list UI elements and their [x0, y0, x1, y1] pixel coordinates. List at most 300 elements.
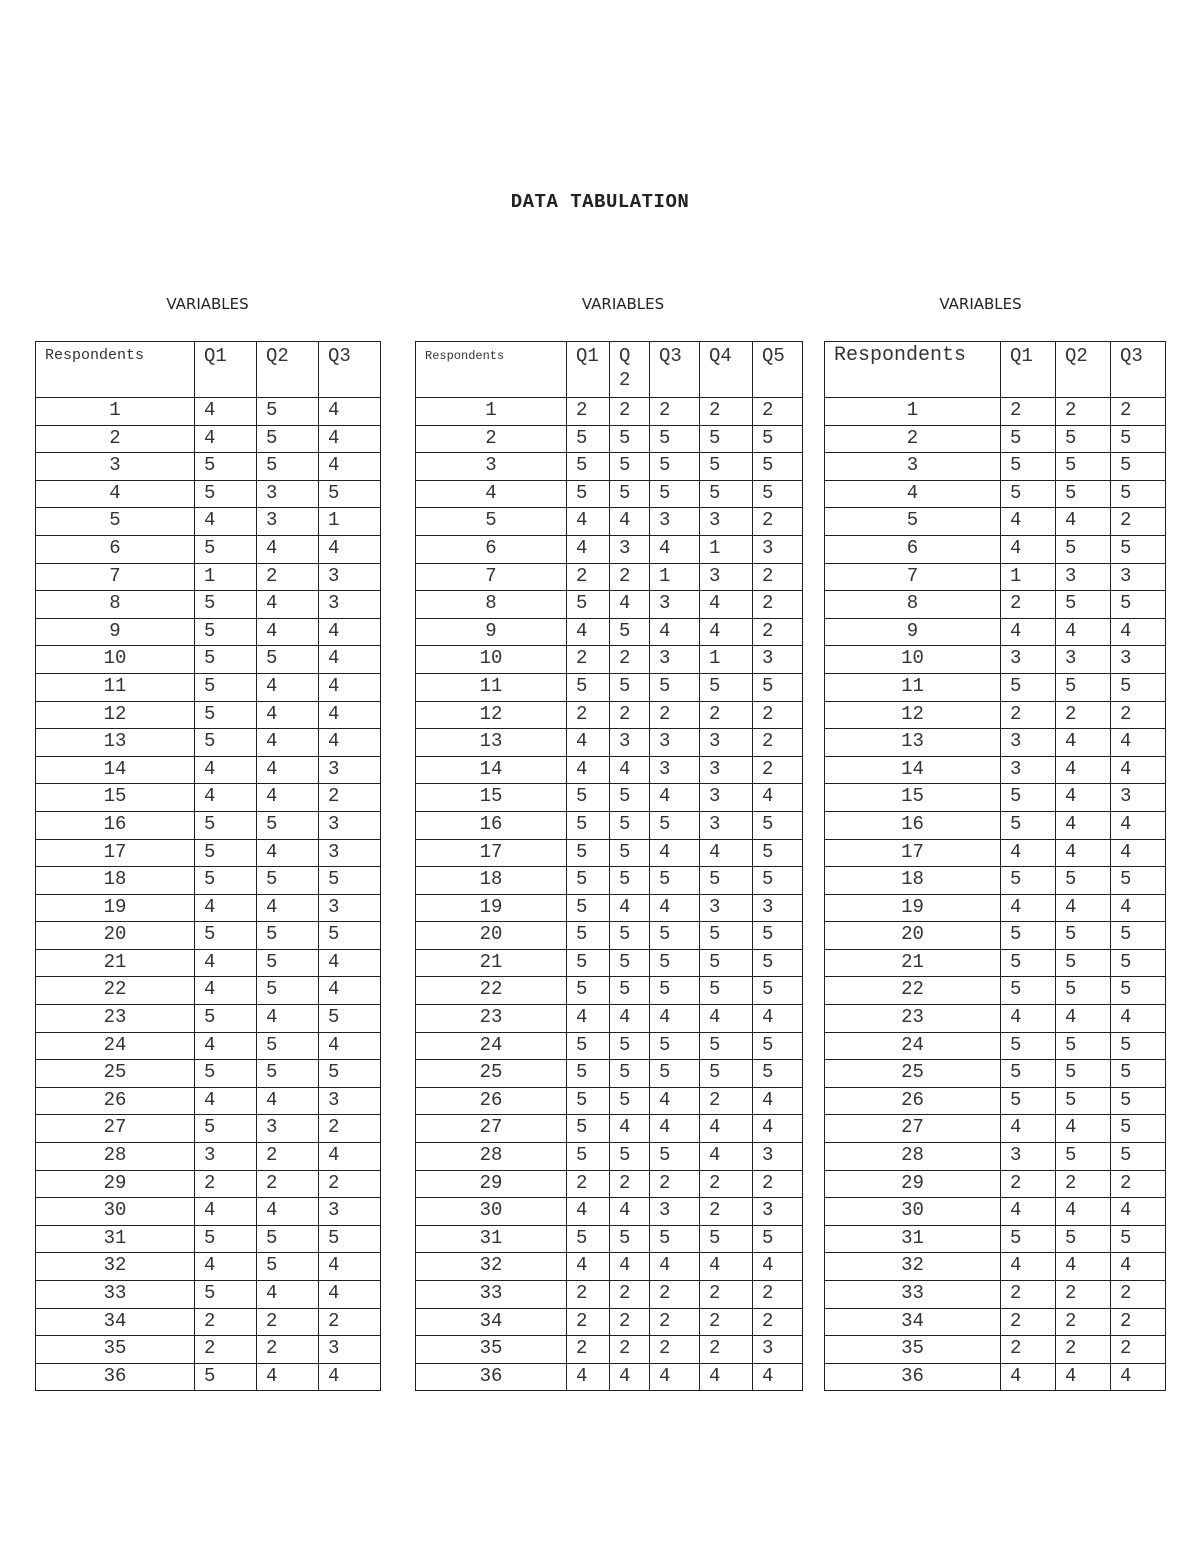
- table-row: [36, 1336, 381, 1364]
- score-cell: 5: [257, 425, 319, 453]
- score-cell: 1: [700, 535, 753, 563]
- score-cell: 3: [195, 1143, 257, 1171]
- score-cell: 4: [610, 1198, 650, 1226]
- score-cell: 5: [753, 1032, 803, 1060]
- score-cell: 5: [567, 1115, 610, 1143]
- table-row: [36, 1032, 381, 1060]
- score-cell: 2: [1001, 1281, 1056, 1309]
- score-cell: 4: [1111, 811, 1166, 839]
- table-row: [36, 1225, 381, 1253]
- respondent-cell: 13: [36, 729, 195, 757]
- respondent-cell: 35: [416, 1336, 567, 1364]
- score-cell: 2: [567, 701, 610, 729]
- score-cell: 5: [195, 535, 257, 563]
- respondent-cell: 27: [36, 1115, 195, 1143]
- table-row: [416, 591, 803, 619]
- score-cell: 5: [753, 977, 803, 1005]
- table-body: [36, 398, 381, 1391]
- respondent-cell: 34: [36, 1308, 195, 1336]
- respondent-cell: 18: [36, 867, 195, 895]
- score-cell: 5: [257, 453, 319, 481]
- respondent-cell: 10: [36, 646, 195, 674]
- score-cell: 5: [650, 1225, 700, 1253]
- score-cell: 4: [257, 756, 319, 784]
- score-cell: 2: [567, 646, 610, 674]
- respondent-cell: 16: [416, 811, 567, 839]
- score-cell: 4: [753, 1253, 803, 1281]
- table-row: [36, 922, 381, 950]
- score-cell: 3: [319, 756, 381, 784]
- score-cell: 4: [257, 839, 319, 867]
- score-cell: 5: [257, 1060, 319, 1088]
- respondent-cell: 12: [416, 701, 567, 729]
- score-cell: 5: [1056, 977, 1111, 1005]
- respondent-cell: 11: [416, 673, 567, 701]
- table-row: [825, 1060, 1166, 1088]
- score-cell: 5: [195, 811, 257, 839]
- score-cell: 2: [257, 563, 319, 591]
- score-cell: 3: [257, 508, 319, 536]
- score-cell: 2: [753, 701, 803, 729]
- score-cell: 5: [700, 480, 753, 508]
- respondent-cell: 8: [825, 591, 1001, 619]
- score-cell: 5: [650, 867, 700, 895]
- table-row: [825, 1170, 1166, 1198]
- score-cell: 4: [319, 398, 381, 426]
- score-cell: 5: [1001, 867, 1056, 895]
- table-row: [36, 563, 381, 591]
- table-row: [825, 1087, 1166, 1115]
- score-cell: 3: [650, 729, 700, 757]
- table-row: [416, 1143, 803, 1171]
- column-header-q5: Q5: [753, 342, 803, 398]
- score-cell: 5: [610, 811, 650, 839]
- respondent-cell: 20: [825, 922, 1001, 950]
- page-title: DATA TABULATION: [510, 191, 690, 213]
- table-row: [416, 1336, 803, 1364]
- score-cell: 4: [1056, 508, 1111, 536]
- table-row: [416, 701, 803, 729]
- score-cell: 2: [1001, 1170, 1056, 1198]
- score-cell: 3: [319, 563, 381, 591]
- score-cell: 2: [753, 756, 803, 784]
- score-cell: 5: [610, 977, 650, 1005]
- score-cell: 5: [1111, 1225, 1166, 1253]
- respondent-cell: 22: [36, 977, 195, 1005]
- table-row: [825, 839, 1166, 867]
- respondent-cell: 30: [825, 1198, 1001, 1226]
- score-cell: 2: [650, 1281, 700, 1309]
- respondent-cell: 21: [825, 949, 1001, 977]
- score-cell: 2: [1111, 1308, 1166, 1336]
- column-header-q3: Q3: [319, 342, 381, 398]
- respondent-cell: 19: [416, 894, 567, 922]
- score-cell: 3: [700, 756, 753, 784]
- score-cell: 5: [610, 949, 650, 977]
- respondent-cell: 14: [416, 756, 567, 784]
- respondent-cell: 15: [825, 784, 1001, 812]
- score-cell: 4: [610, 1253, 650, 1281]
- score-cell: 4: [1001, 1005, 1056, 1033]
- score-cell: 1: [1001, 563, 1056, 591]
- score-cell: 4: [1111, 1363, 1166, 1391]
- score-cell: 2: [610, 646, 650, 674]
- score-cell: 4: [567, 729, 610, 757]
- score-cell: 4: [700, 1005, 753, 1033]
- respondent-cell: 4: [825, 480, 1001, 508]
- score-cell: 5: [1056, 425, 1111, 453]
- score-cell: 5: [700, 1225, 753, 1253]
- score-cell: 2: [319, 1308, 381, 1336]
- score-cell: 2: [753, 1308, 803, 1336]
- score-cell: 4: [257, 1198, 319, 1226]
- score-cell: 4: [257, 894, 319, 922]
- respondent-cell: 10: [416, 646, 567, 674]
- table-row: [36, 646, 381, 674]
- score-cell: 2: [1111, 508, 1166, 536]
- column-header-q1: Q1: [195, 342, 257, 398]
- respondent-cell: 23: [416, 1005, 567, 1033]
- score-cell: 5: [1001, 673, 1056, 701]
- score-cell: 2: [700, 1308, 753, 1336]
- score-cell: 4: [1056, 1005, 1111, 1033]
- table-row: [36, 1115, 381, 1143]
- score-cell: 5: [1111, 1115, 1166, 1143]
- respondent-cell: 14: [36, 756, 195, 784]
- score-cell: 4: [195, 784, 257, 812]
- score-cell: 2: [700, 1087, 753, 1115]
- score-cell: 5: [567, 922, 610, 950]
- score-cell: 5: [1111, 1060, 1166, 1088]
- score-cell: 4: [610, 894, 650, 922]
- score-cell: 5: [195, 646, 257, 674]
- score-cell: 5: [610, 1087, 650, 1115]
- score-cell: 5: [650, 1032, 700, 1060]
- table-row: [36, 1363, 381, 1391]
- score-cell: 2: [319, 1170, 381, 1198]
- score-cell: 5: [1056, 1143, 1111, 1171]
- score-cell: 4: [195, 508, 257, 536]
- score-cell: 5: [650, 1060, 700, 1088]
- score-cell: 4: [567, 535, 610, 563]
- score-cell: 4: [257, 618, 319, 646]
- table-row: [36, 508, 381, 536]
- respondent-cell: 32: [416, 1253, 567, 1281]
- table-row: [416, 729, 803, 757]
- respondent-cell: 10: [825, 646, 1001, 674]
- score-cell: 3: [753, 1198, 803, 1226]
- respondent-cell: 25: [36, 1060, 195, 1088]
- respondent-cell: 18: [416, 867, 567, 895]
- table-row: [36, 1143, 381, 1171]
- score-cell: 5: [1056, 1087, 1111, 1115]
- score-cell: 4: [1056, 618, 1111, 646]
- score-cell: 1: [650, 563, 700, 591]
- respondent-cell: 3: [825, 453, 1001, 481]
- respondent-cell: 15: [36, 784, 195, 812]
- score-cell: 4: [610, 756, 650, 784]
- table-row: [416, 646, 803, 674]
- respondent-cell: 11: [36, 673, 195, 701]
- score-cell: 3: [1111, 563, 1166, 591]
- table-header: [825, 342, 1166, 398]
- respondent-cell: 7: [416, 563, 567, 591]
- score-cell: 5: [567, 1087, 610, 1115]
- data-table-1: [35, 341, 381, 1391]
- respondent-cell: 34: [825, 1308, 1001, 1336]
- column-header-q3: Q3: [650, 342, 700, 398]
- score-cell: 5: [567, 1060, 610, 1088]
- score-cell: 2: [319, 784, 381, 812]
- score-cell: 5: [257, 1032, 319, 1060]
- score-cell: 5: [257, 977, 319, 1005]
- column-header-respondents: Respondents: [825, 342, 1001, 398]
- score-cell: 5: [195, 839, 257, 867]
- score-cell: 4: [319, 1143, 381, 1171]
- score-cell: 3: [1001, 729, 1056, 757]
- score-cell: 5: [567, 949, 610, 977]
- score-cell: 5: [610, 1225, 650, 1253]
- score-cell: 3: [700, 563, 753, 591]
- score-cell: 4: [567, 618, 610, 646]
- score-cell: 3: [650, 591, 700, 619]
- table-row: [825, 867, 1166, 895]
- score-cell: 5: [610, 453, 650, 481]
- column-header-q1: Q1: [1001, 342, 1056, 398]
- score-cell: 5: [1001, 1060, 1056, 1088]
- score-cell: 4: [195, 1253, 257, 1281]
- score-cell: 2: [567, 1336, 610, 1364]
- respondent-cell: 2: [416, 425, 567, 453]
- table-row: [825, 701, 1166, 729]
- table-row: [825, 949, 1166, 977]
- score-cell: 5: [1001, 922, 1056, 950]
- score-cell: 2: [753, 618, 803, 646]
- score-cell: 1: [195, 563, 257, 591]
- table-row: [416, 618, 803, 646]
- table-row: [36, 756, 381, 784]
- score-cell: 2: [650, 1308, 700, 1336]
- score-cell: 4: [1056, 1253, 1111, 1281]
- table-row: [825, 480, 1166, 508]
- score-cell: 4: [195, 425, 257, 453]
- score-cell: 5: [753, 949, 803, 977]
- respondent-cell: 35: [36, 1336, 195, 1364]
- respondent-cell: 13: [825, 729, 1001, 757]
- score-cell: 2: [319, 1115, 381, 1143]
- score-cell: 3: [1111, 784, 1166, 812]
- score-cell: 4: [257, 701, 319, 729]
- score-cell: 4: [1111, 1198, 1166, 1226]
- table-row: [416, 1253, 803, 1281]
- table-row: [825, 1115, 1166, 1143]
- score-cell: 2: [1111, 398, 1166, 426]
- table-row: [36, 839, 381, 867]
- table-row: [825, 729, 1166, 757]
- respondent-cell: 20: [36, 922, 195, 950]
- score-cell: 4: [567, 1005, 610, 1033]
- score-cell: 3: [1111, 646, 1166, 674]
- respondent-cell: 19: [825, 894, 1001, 922]
- score-cell: 5: [195, 591, 257, 619]
- table-row: [416, 453, 803, 481]
- respondent-cell: 27: [825, 1115, 1001, 1143]
- score-cell: 5: [700, 922, 753, 950]
- score-cell: 4: [319, 1253, 381, 1281]
- score-cell: 3: [700, 784, 753, 812]
- table-row: [416, 1363, 803, 1391]
- table-row: [416, 1225, 803, 1253]
- score-cell: 5: [1056, 922, 1111, 950]
- score-cell: 2: [1001, 398, 1056, 426]
- score-cell: 4: [195, 1032, 257, 1060]
- respondent-cell: 17: [36, 839, 195, 867]
- score-cell: 2: [610, 1281, 650, 1309]
- respondent-cell: 24: [416, 1032, 567, 1060]
- table-row: [36, 673, 381, 701]
- variables-label: VARIABLES: [939, 295, 1022, 313]
- score-cell: 4: [753, 1005, 803, 1033]
- respondent-cell: 31: [416, 1225, 567, 1253]
- score-cell: 4: [753, 1087, 803, 1115]
- score-cell: 5: [319, 1225, 381, 1253]
- respondent-cell: 21: [416, 949, 567, 977]
- score-cell: 4: [319, 535, 381, 563]
- score-cell: 4: [1001, 618, 1056, 646]
- score-cell: 3: [700, 508, 753, 536]
- respondent-cell: 5: [825, 508, 1001, 536]
- data-table-2: [415, 341, 803, 1391]
- respondent-cell: 1: [825, 398, 1001, 426]
- table-row: [825, 1198, 1166, 1226]
- respondent-cell: 9: [825, 618, 1001, 646]
- score-cell: 2: [1056, 1281, 1111, 1309]
- score-cell: 3: [319, 1198, 381, 1226]
- score-cell: 4: [567, 1253, 610, 1281]
- score-cell: 5: [567, 867, 610, 895]
- score-cell: 5: [319, 867, 381, 895]
- table-row: [416, 673, 803, 701]
- score-cell: 5: [1056, 480, 1111, 508]
- respondent-cell: 16: [36, 811, 195, 839]
- table-row: [416, 922, 803, 950]
- score-cell: 4: [195, 977, 257, 1005]
- score-cell: 4: [650, 784, 700, 812]
- score-cell: 2: [257, 1143, 319, 1171]
- score-cell: 4: [319, 729, 381, 757]
- table-row: [825, 398, 1166, 426]
- score-cell: 5: [610, 1143, 650, 1171]
- score-cell: 4: [1111, 839, 1166, 867]
- score-cell: 4: [650, 618, 700, 646]
- score-cell: 4: [1001, 1363, 1056, 1391]
- respondent-cell: 27: [416, 1115, 567, 1143]
- table-row: [416, 949, 803, 977]
- score-cell: 4: [319, 701, 381, 729]
- score-cell: 4: [610, 1115, 650, 1143]
- column-header-q2: Q2: [257, 342, 319, 398]
- score-cell: 4: [753, 1363, 803, 1391]
- score-cell: 2: [610, 1170, 650, 1198]
- score-cell: 5: [1001, 425, 1056, 453]
- table-row: [416, 894, 803, 922]
- table-row: [36, 1308, 381, 1336]
- score-cell: 4: [1001, 508, 1056, 536]
- score-cell: 2: [700, 1281, 753, 1309]
- score-cell: 4: [650, 1363, 700, 1391]
- column-header-respondents: Respondents: [36, 342, 195, 398]
- score-cell: 3: [650, 508, 700, 536]
- score-cell: 5: [567, 977, 610, 1005]
- score-cell: 3: [753, 1336, 803, 1364]
- score-cell: 2: [650, 701, 700, 729]
- score-cell: 5: [753, 673, 803, 701]
- variables-label: VARIABLES: [166, 295, 249, 313]
- score-cell: 5: [319, 480, 381, 508]
- score-cell: 4: [1001, 839, 1056, 867]
- table-row: [825, 756, 1166, 784]
- score-cell: 5: [257, 1225, 319, 1253]
- score-cell: 5: [567, 673, 610, 701]
- score-cell: 2: [753, 508, 803, 536]
- table-row: [36, 1005, 381, 1033]
- table-row: [416, 563, 803, 591]
- column-header-q2: Q2: [610, 342, 650, 398]
- score-cell: 5: [610, 1032, 650, 1060]
- score-cell: 4: [610, 1363, 650, 1391]
- score-cell: 5: [1056, 867, 1111, 895]
- score-cell: 2: [1001, 591, 1056, 619]
- table-row: [825, 646, 1166, 674]
- score-cell: 3: [1001, 646, 1056, 674]
- score-cell: 2: [1001, 1308, 1056, 1336]
- score-cell: 3: [650, 646, 700, 674]
- score-cell: 5: [610, 618, 650, 646]
- table-row: [36, 1281, 381, 1309]
- score-cell: 5: [1111, 1087, 1166, 1115]
- score-cell: 5: [319, 1005, 381, 1033]
- table-row: [825, 1308, 1166, 1336]
- score-cell: 4: [319, 1363, 381, 1391]
- respondent-cell: 8: [416, 591, 567, 619]
- score-cell: 5: [1001, 1032, 1056, 1060]
- score-cell: 4: [1001, 1198, 1056, 1226]
- score-cell: 4: [610, 508, 650, 536]
- header-row: [416, 342, 803, 398]
- table-row: [36, 591, 381, 619]
- table-row: [825, 811, 1166, 839]
- score-cell: 5: [195, 1225, 257, 1253]
- respondent-cell: 28: [416, 1143, 567, 1171]
- respondent-cell: 19: [36, 894, 195, 922]
- table-header: [36, 342, 381, 398]
- score-cell: 5: [195, 453, 257, 481]
- respondent-cell: 33: [416, 1281, 567, 1309]
- score-cell: 4: [1056, 756, 1111, 784]
- score-cell: 2: [700, 1336, 753, 1364]
- score-cell: 4: [195, 949, 257, 977]
- score-cell: 3: [753, 535, 803, 563]
- score-cell: 5: [1056, 949, 1111, 977]
- score-cell: 4: [1056, 1115, 1111, 1143]
- score-cell: 5: [700, 453, 753, 481]
- respondent-cell: 7: [825, 563, 1001, 591]
- score-cell: 4: [1111, 618, 1166, 646]
- score-cell: 4: [1056, 839, 1111, 867]
- score-cell: 3: [753, 1143, 803, 1171]
- respondent-cell: 34: [416, 1308, 567, 1336]
- respondent-cell: 31: [36, 1225, 195, 1253]
